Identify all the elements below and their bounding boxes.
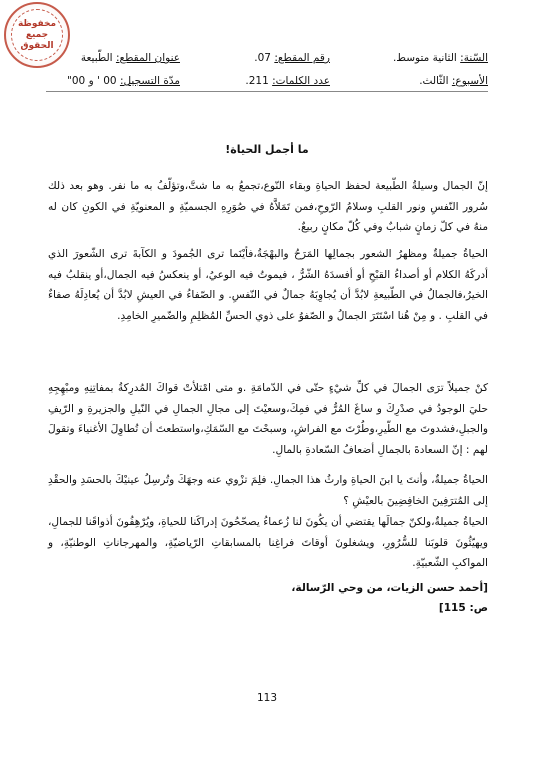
segment-title-field (81, 52, 180, 65)
segment-number-field (254, 52, 330, 65)
week-value: الثّالث. (419, 75, 449, 87)
attribution-page: ص: 115] (438, 602, 488, 614)
paragraph-3: كنْ جميلاً ترَى الجمالَ في كلِّ شيْءٍ حتّى في الدّمامَةِ .و متى امْتلأتْ قواكَ المُدرِكةُ بمفاتِنِهِ ومبْهِجِهِ حليَ الوجودُ في صدْرِكَ و ساغَ المُرُّ في فمِكَ،وسعيْتَ إلى مجالِ الجمالِ في النّيلِ والجزيرةِ و الرّيفِ والجبلِ،فشدوتَ مع الطّيرِ،وطُرْتَ مع الفراشِ، وسبحْتَ مع السّمَكِ،واستطعتَ أن تُطاوِلَ الأغنياءَ وتقولَ لهم : إنّ السعادةَ بالجمالِ أضعافُ السّعادةِ بالمالِ. (48, 382, 488, 456)
segment-number-label: رقم المقطع: (274, 52, 330, 64)
level-field (393, 52, 488, 65)
week-label: الأسبوع: (451, 75, 488, 87)
copyright-stamp-logo (4, 2, 70, 68)
paragraph-4: الحياةُ جميلةٌ، وأنتَ يا ابنَ الحياةِ وارثُ هذا الجمالِ. فلِمَ تزْوي عنه وجهَكَ وتُرسِلُ عينيْكَ بالحسَدِ والحقْدِ إلى المُترَفِينَ الخافِضِينَ بالعيْشِ ؟ (48, 474, 488, 507)
header-divider (46, 91, 488, 92)
paragraph-1: إنّ الجمال وسيلةُ الطّبيعة لحفظ الحياةِ وبقاء النّوع،تجمعُ به ما شتَّ،وتؤلّفُ به ما نفر. وهو بعد ذلك سُرور النّفسِ ونور القلبِ وسلامُ الرّوحِ،فمن تَمَلاَّهُ في صُوَرِهِ الجسميّةِ و المعنويّةِ في الكونِ كان له منهُ في كلّ زمانٍ شبابٌ وفي كُلّ مكانٍ ربيعٌ. (48, 180, 488, 233)
level-label: السّنة: (460, 52, 488, 64)
paragraph-2: الحياةُ جميلةٌ ومظهرُ الشعور بجمالِها المَرَحُ والبهْجَةُ،فأيْنَما ترى الجُمودَ و الكآبةَ ترى الشّعورَ الذي أدركَهُ الكلام أو أصداءُ القبْحِ أو أفسدَهُ الشّرُّ ، فيموتُ فيه الوعيُ، أو ينعكسُ فيه الجمال،أو ينقلبُ فيه الخيرُ،فالجمالُ في الطّبيعةِ لابُدَّ أن يُجاوِبَهُ جمالٌ في النّفسِ. و الصّفاءُ في العيشِ لابُدَّ أن يُعادِلَهُ صفاءٌ في القلبِ . و مِنْ هُنا اسْتَتَرَ الجمالُ و الصّفوُ على ذوي الحسِّ المُظلِمِ والضّميرِ الخامِدِ. (48, 248, 488, 322)
attribution-author: [أحمد حسن الزيات، من وحي الرّسالة، (291, 582, 488, 594)
week-field (419, 75, 488, 88)
level-value: الثانية متوسط. (392, 52, 457, 64)
recording-duration-field (67, 75, 180, 88)
stamp-text-line1: مخفوظة (17, 18, 57, 29)
recording-duration-value: 00 ' و 00" (67, 75, 117, 87)
word-count-field (245, 75, 330, 88)
stamp-text-line2: جميع الحقوق (20, 29, 54, 51)
source-attribution (291, 578, 488, 618)
segment-number-value: 07. (254, 52, 271, 64)
segment-title-value: الطّبيعة (80, 52, 113, 64)
page-number: 113 (256, 692, 278, 704)
segment-title-label: عنوان المقطع: (115, 52, 180, 64)
recording-duration-label: مدّة التسجيل: (119, 75, 180, 87)
paragraph-5: الحياةُ جميلةٌ،ولكنّ جمالَها يقتضي أن يكُونَ لنا زُعماءُ يصحّحُونَ إدراكَنا للحياةِ، ويُرْهِفُونَ أذواقَنا للجمالِ، ويهيّئُونَ قلوبَنا للسُّرُورِ، ويشغلونَ أوقاتَ فراغِنا بالمسابقاتِ الرّياضيّةِ، والمهرجاناتِ الوطنيّةِ، و المواكبِ الشّعبيّةِ. (48, 516, 488, 569)
word-count-label: عدد الكلمات: (272, 75, 330, 87)
word-count-value: 211. (245, 75, 269, 87)
text-title: ما أجمل الحياة! (225, 143, 309, 156)
